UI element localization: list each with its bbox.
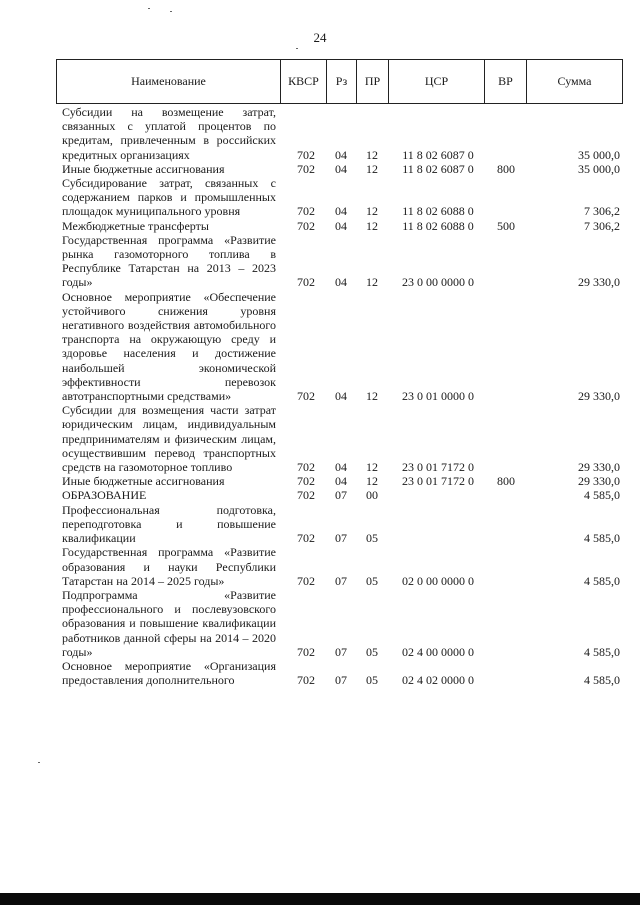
row-csr: 23 0 00 0000 0: [402, 275, 474, 290]
row-kvsr: 702: [297, 531, 315, 546]
row-csr: 23 0 01 7172 0: [402, 460, 474, 475]
row-csr: 23 0 01 0000 0: [402, 389, 474, 404]
row-name: Иные бюджетные ассигнования: [62, 161, 225, 176]
row-name: Основное мероприятие «Обеспечение устойчивого снижения уровня негативного воздействия автомобильного транспорта на окружающую среду и здоровье населения и достижение наибольшей экономической эффективности перевозок автотранспортными средствами»: [62, 289, 276, 404]
row-pr: 12: [366, 204, 378, 219]
row-sum: 4 585,0: [584, 531, 620, 546]
row-vr: 800: [497, 474, 515, 489]
row-name: Иные бюджетные ассигнования: [62, 474, 225, 489]
row-vr: 800: [497, 161, 515, 176]
row-pr: 05: [366, 573, 378, 588]
column-header-rz: Рз: [327, 60, 357, 104]
row-kvsr: 702: [297, 644, 315, 659]
row-csr: 02 0 00 0000 0: [402, 573, 474, 588]
column-header-sum: Сумма: [527, 60, 623, 104]
row-name: Субсидирование затрат, связанных с содержанием парков и промышленных площадок муниципального уровня: [62, 176, 276, 219]
row-sum: 35 000,0: [578, 161, 620, 176]
table-row: [56, 474, 622, 488]
table-row: [56, 488, 622, 502]
row-rz: 04: [335, 161, 347, 176]
column-header-kvsr: КВСР: [281, 60, 327, 104]
row-rz: 07: [335, 573, 347, 588]
row-name: Межбюджетные трансферты: [62, 218, 209, 233]
row-sum: 7 306,2: [584, 218, 620, 233]
row-pr: 12: [366, 275, 378, 290]
table-row: [56, 219, 622, 233]
row-csr: 11 8 02 6088 0: [402, 218, 474, 233]
row-name: Подпрограмма «Развитие профессионального и послевузовского образования и повышение квалификации работников данной сферы на 2014 – 2020 годы»: [62, 587, 276, 659]
row-rz: 04: [335, 389, 347, 404]
row-pr: 12: [366, 474, 378, 489]
row-kvsr: 702: [297, 389, 315, 404]
row-pr: 00: [366, 488, 378, 503]
row-kvsr: 702: [297, 204, 315, 219]
row-sum: 29 330,0: [578, 275, 620, 290]
row-kvsr: 702: [297, 488, 315, 503]
row-rz: 04: [335, 204, 347, 219]
row-csr: 11 8 02 6087 0: [402, 161, 474, 176]
row-rz: 04: [335, 460, 347, 475]
row-sum: 4 585,0: [584, 644, 620, 659]
row-pr: 12: [366, 460, 378, 475]
row-sum: 4 585,0: [584, 673, 620, 688]
row-sum: 4 585,0: [584, 573, 620, 588]
row-csr: 02 4 00 0000 0: [402, 644, 474, 659]
row-pr: 05: [366, 531, 378, 546]
row-sum: 29 330,0: [578, 460, 620, 475]
row-sum: 29 330,0: [578, 474, 620, 489]
row-kvsr: 702: [297, 218, 315, 233]
row-kvsr: 702: [297, 474, 315, 489]
row-name: Основное мероприятие «Организация предоставления дополнительного: [62, 658, 276, 688]
row-rz: 07: [335, 644, 347, 659]
table-row: [56, 290, 622, 404]
row-kvsr: 702: [297, 460, 315, 475]
row-name: Субсидии для возмещения части затрат юридическим лицам, индивидуальным предпринимателям и физическим лицам, осуществившим перевод транспортных средств на газомоторное топливо: [62, 403, 276, 475]
table-row: [56, 659, 622, 687]
row-rz: 07: [335, 531, 347, 546]
table-row: [56, 588, 622, 659]
row-kvsr: 702: [297, 573, 315, 588]
column-header-pr: ПР: [357, 60, 389, 104]
row-sum: 4 585,0: [584, 488, 620, 503]
table-row: [56, 105, 622, 162]
row-csr: 02 4 02 0000 0: [402, 673, 474, 688]
row-rz: 04: [335, 474, 347, 489]
row-rz: 07: [335, 488, 347, 503]
column-header-name: Наименование: [57, 60, 281, 104]
column-header-vr: ВР: [485, 60, 527, 104]
row-pr: 12: [366, 218, 378, 233]
row-pr: 05: [366, 644, 378, 659]
row-csr: 11 8 02 6088 0: [402, 204, 474, 219]
row-name: Субсидии на возмещение затрат, связанных с уплатой процентов по кредитам, привлеченным в российских кредитных организациях: [62, 105, 276, 162]
row-pr: 12: [366, 161, 378, 176]
row-kvsr: 702: [297, 673, 315, 688]
row-csr: 23 0 01 7172 0: [402, 474, 474, 489]
table-row: [56, 176, 622, 219]
row-name: Государственная программа «Развитие рынка газомоторного топлива в Республике Татарстан на 2013 – 2023 годы»: [62, 232, 276, 290]
row-pr: 12: [366, 147, 378, 162]
row-name: Профессиональная подготовка, переподготовка и повышение квалификации: [62, 502, 276, 546]
table-row: [56, 162, 622, 176]
row-csr: 11 8 02 6087 0: [402, 147, 474, 162]
row-sum: 35 000,0: [578, 147, 620, 162]
row-rz: 04: [335, 218, 347, 233]
row-sum: 7 306,2: [584, 204, 620, 219]
row-rz: 07: [335, 673, 347, 688]
row-kvsr: 702: [297, 147, 315, 162]
column-header-csr: ЦСР: [389, 60, 485, 104]
page-number: 24: [313, 30, 327, 45]
row-rz: 04: [335, 147, 347, 162]
row-sum: 29 330,0: [578, 389, 620, 404]
table-row: [56, 233, 622, 290]
row-kvsr: 702: [297, 161, 315, 176]
row-kvsr: 702: [297, 275, 315, 290]
row-name: ОБРАЗОВАНИЕ: [62, 488, 147, 503]
row-pr: 05: [366, 673, 378, 688]
table-header: [56, 59, 623, 104]
row-rz: 04: [335, 275, 347, 290]
row-name: Государственная программа «Развитие образования и науки Республики Татарстан на 2014 – 2025 годы»: [62, 545, 276, 588]
table-body: [56, 105, 622, 687]
table-row: [56, 503, 622, 546]
table-row: [56, 545, 622, 588]
row-vr: 500: [497, 218, 515, 233]
row-pr: 12: [366, 389, 378, 404]
table-row: [56, 403, 622, 474]
scan-border: [0, 893, 640, 905]
